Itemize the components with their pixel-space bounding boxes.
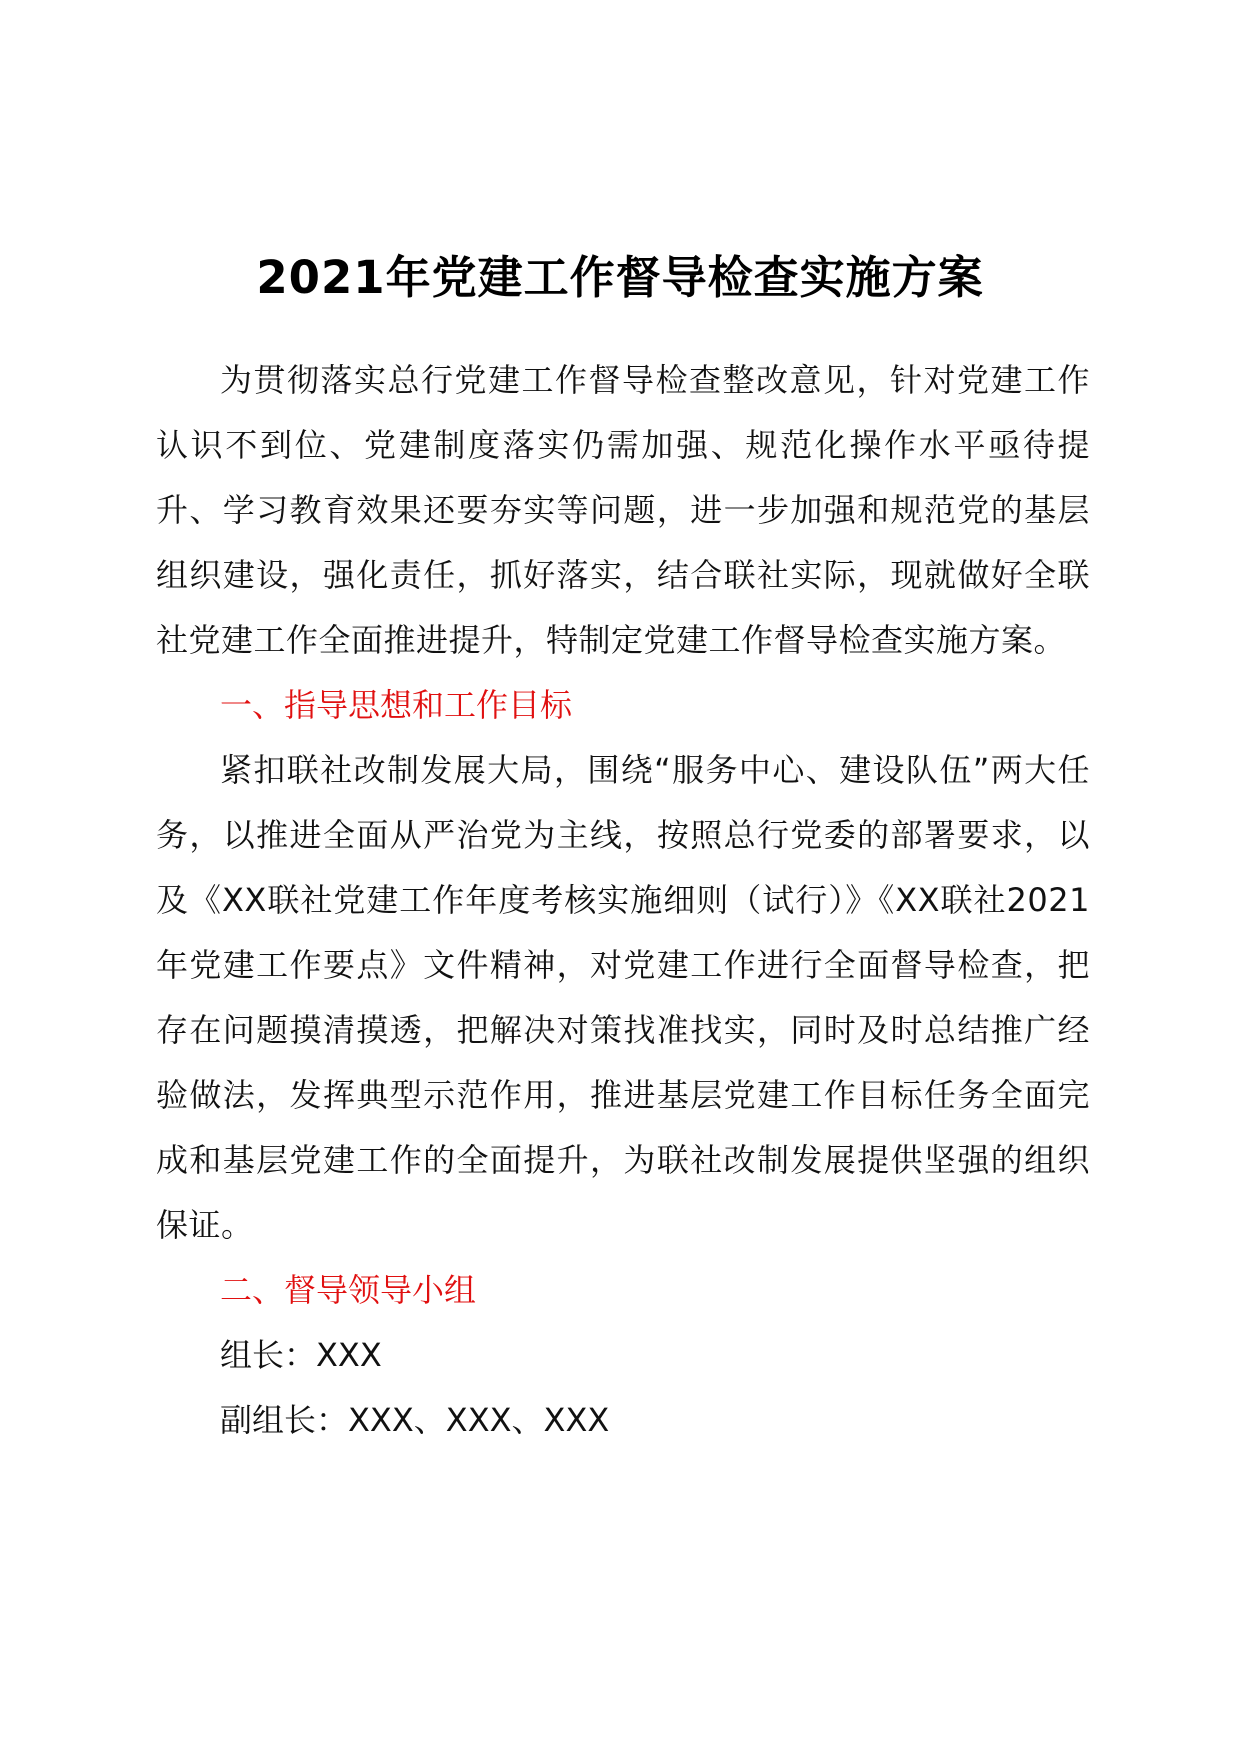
intro-paragraph: 为贯彻落实总行党建工作督导检查整改意见，针对党建工作认识不到位、党建制度落实仍需加强、规范化操作水平亟待提升、学习教育效果还要夯实等问题，进一步加强和规范党的基层组织建设，强化责任，抓好落实，结合联社实际，现就做好全联社党建工作全面推进提升，特制定党建工作督导检查实施方案。 bbox=[156, 361, 1090, 659]
deputy-leader-line: 副组长：XXX、XXX、XXX bbox=[220, 1401, 610, 1439]
section-1-heading: 一、指导思想和工作目标 bbox=[220, 686, 573, 724]
group-leader-line: 组长：XXX bbox=[220, 1336, 382, 1374]
document-title: 2021年党建工作督导检查实施方案 bbox=[256, 251, 984, 304]
section-2-heading: 二、督导领导小组 bbox=[220, 1271, 477, 1309]
section-1-paragraph: 紧扣联社改制发展大局，围绕“服务中心、建设队伍”两大任务，以推进全面从严治党为主线，按照总行党委的部署要求，以及《XX联社党建工作年度考核实施细则（试行）》《XX联社2021年党建工作要点》文件精神，对党建工作进行全面督导检查，把存在问题摸清摸透，把解决对策找准找实，同时及时总结推广经验做法，发挥典型示范作用，推进基层党建工作目标任务全面完成和基层党建工作的全面提升，为联社改制发展提供坚强的组织保证。 bbox=[156, 751, 1090, 1244]
document-body bbox=[156, 348, 1090, 1453]
